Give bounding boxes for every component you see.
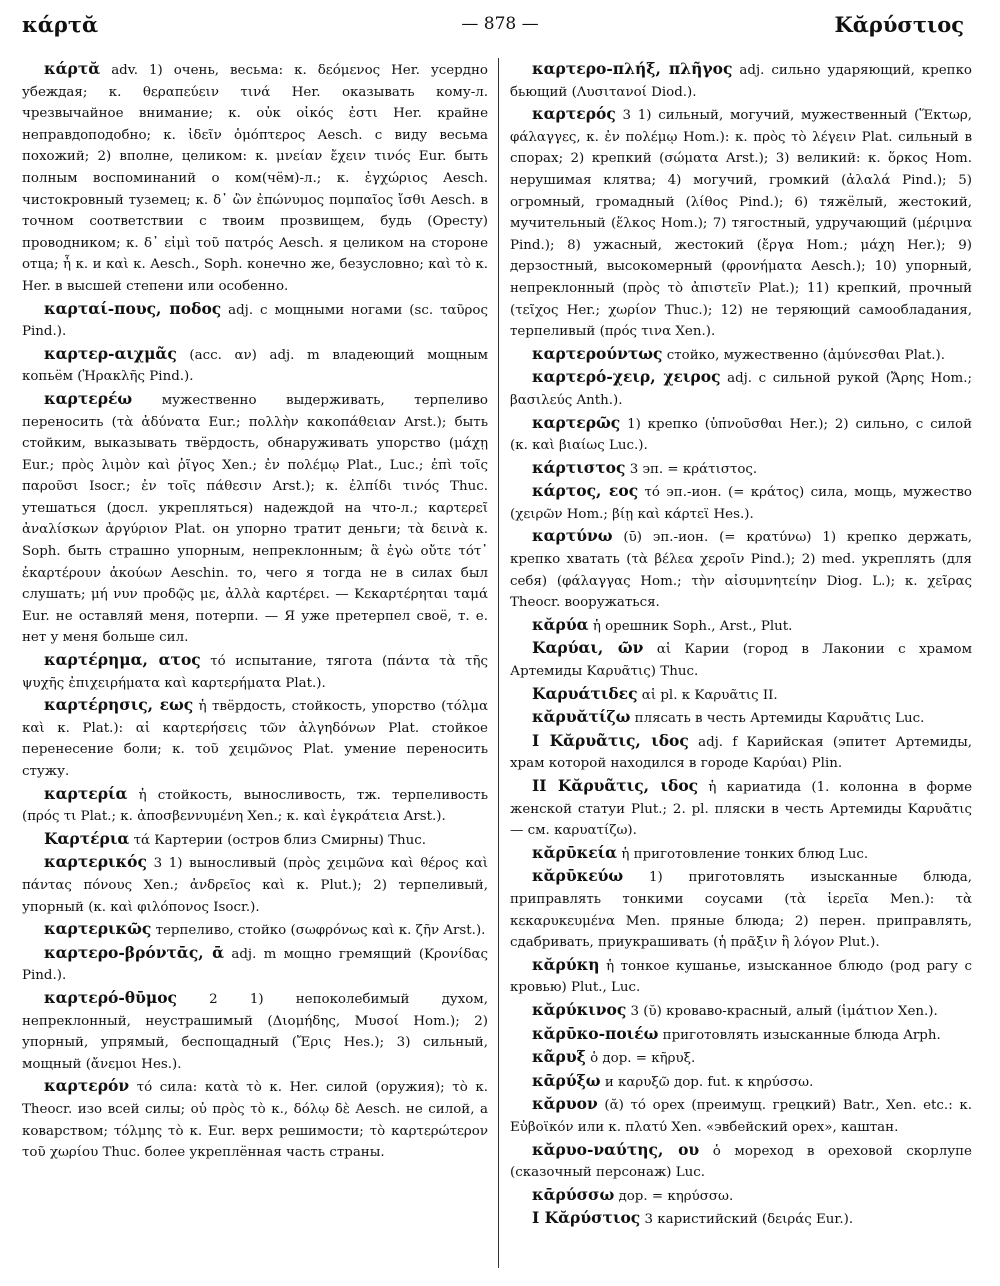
entry-headword: καρτερό-χειρ, χειρος [532, 367, 721, 387]
dictionary-entry [22, 694, 488, 782]
entry-headword: I Κᾰρυᾶτις, ιδος [532, 730, 689, 750]
entry-headword: κᾰρυᾰτίζω [532, 707, 631, 727]
running-head-left: κάρτᾰ [22, 12, 99, 37]
dictionary-entry [510, 706, 972, 730]
dictionary-entry [22, 388, 488, 649]
entry-definition: ὁ дор. = κῆρυξ. [590, 1051, 696, 1067]
entry-definition: мужественно выдерживать, терпеливо переносить (τὰ ἀδύνατα Eur.; πολλὴν κακοπάθειαν Arst.); быть стойким, выказывать твёрдость, обнаруживать упорство (μάχῃ Eur.; πρὸς λιμὸν καὶ ῥῖγος Xen.; ἐν πολέμῳ Plat., Luc.; ἐπὶ τοῖς παροῦσι Isocr.; ἐν τοῖς πάθεσιν Arst.); κ. ἐλπίδι τινός Thuc. утешаться (досл. укрепляться) надеждой на что-л.; καρτερεῖ ἀναλίσκων ἀργύριον Plat. он упорно тратит деньги; τὰ δεινὰ κ. Soph. быть страшно упорным, непреклонным; ἃ ἐγὼ οὔτε τότ᾽ ἐκαρτέρουν ἀκούων Aeschin. то, чего я тогда не в силах был слушать; μή νυν προδῷς με, ἀλλὰ καρτέρει. — Κεκαρτέρηται ταμά Eur. не оставляй меня, потерпи. — Я уже претерпел своё, т. е. нет у меня больше сил. [22, 392, 488, 646]
entry-headword: καρτερόν [44, 1076, 130, 1096]
entry-definition: αἱ Карии (город в Лаконии с храмом Артемиды Καρυᾶτις) Thuc. [510, 642, 972, 680]
entry-headword: Καρτέρια [44, 828, 130, 848]
entry-headword: κᾰρῡκο-ποιέω [532, 1023, 659, 1043]
entry-headword: Καρύαι, ῶν [532, 638, 644, 658]
entry-definition: adj. сильно ударяющий, крепко бьющий (Λυσιτανοί Diod.). [510, 63, 972, 100]
dictionary-entry [510, 1139, 972, 1184]
dictionary-entry [22, 58, 488, 298]
entry-headword: κάρτᾰ [44, 59, 101, 78]
entry-definition: плясать в честь Артемиды Καρυᾶτις Luc. [634, 711, 925, 727]
entry-headword: κᾱρύσσω [532, 1184, 615, 1204]
entry-definition: ἡ кариатида (1. колонна в форме женской статуи Plut.; 2. pl. пляски в честь Артемиды Καρυᾶτις — см. καρυατίζω). [510, 780, 972, 839]
dictionary-entry [510, 1184, 972, 1208]
entry-headword: κᾰρῡκεύω [532, 866, 624, 886]
entry-headword: κᾰρύκινος [532, 999, 627, 1019]
entry-definition: adj. с сильной рукой (Ἄρης Hom.; βασιλεύς Anth.). [510, 371, 972, 408]
entry-definition: τό сила: κατὰ τὸ κ. Her. силой (оружия); τὸ κ. Theocr. изо всей силы; οὐ πρὸς τὸ κ., δόλῳ δὲ Aesch. не силой, а коварством; τόλμης τὸ κ. Eur. верх решимости; τὸ καρτερώτερον τοῦ χωρίου Thuc. более укреплённая часть страны. [22, 1080, 488, 1161]
entry-headword: καρτερο-πλήξ, πλῆγος [532, 59, 733, 78]
entry-definition: adj. f Карийская (эпитет Артемиды, храм которой находился в городе Καρύαι) Plin. [510, 734, 972, 772]
column-divider [498, 58, 499, 1268]
dictionary-entry [22, 851, 488, 918]
entry-definition: ἡ орешник Soph., Arst., Plut. [592, 618, 793, 634]
dictionary-entry [510, 1093, 972, 1138]
dictionary-entry [510, 614, 972, 638]
right-column [510, 58, 972, 1273]
entry-headword: κᾰρυον [532, 1094, 598, 1114]
entry-headword: Καρυάτιδες [532, 683, 638, 703]
entry-headword: καρτερό-θῡμος [44, 987, 177, 1007]
dictionary-entry [510, 103, 972, 343]
dictionary-entry [510, 457, 972, 481]
dictionary-entry [22, 1075, 488, 1163]
entry-headword: καρτερο-βρόντᾱς, ᾱ [44, 942, 225, 962]
entry-headword: καρτερικῶς [44, 919, 152, 939]
entry-headword: καρτύνω [532, 526, 613, 546]
dictionary-entry [510, 865, 972, 953]
entry-definition: ὁ мореход в ореховой скорлупе (сказочный персонаж) Luc. [510, 1143, 972, 1181]
entry-headword: καρτερικός [44, 852, 147, 872]
page-number: — 878 — [461, 14, 539, 34]
dictionary-entry [510, 1207, 972, 1231]
dictionary-entry [22, 828, 488, 852]
entry-definition: (ῡ) эп.-ион. (= κρατύνω) 1) крепко держать, крепко хватать (τὰ βέλεα χεροῖν Pind.); 2) med. укреплять (для себя) (φάλαγγας Hom.; τὴν αἰσυμνητείην Diog. L.); κ. χεῖρας Theocr. вооружаться. [510, 530, 972, 611]
entry-headword: καρταί-πους, ποδος [44, 298, 222, 318]
entry-headword: καρτερός [532, 104, 616, 124]
dictionary-entry [22, 942, 488, 987]
dictionary-entry [510, 58, 972, 103]
dictionary-entry [510, 730, 972, 775]
entry-definition: adv. 1) очень, весьма: κ. δεόμενος Her. усердно убеждая; κ. θεραπεύειν τινά Her. оказывать кому-л. чрезвычайное внимание; κ. οὐκ οἰκός ἐστι Her. крайне неправдоподобно; κ. ἰδεῖν ὁμόπτερος Aesch. с виду весьма похожий; 2) вполне, целиком: κ. μνείαν ἔχειν τινός Eur. быть полным воспоминаний о ком(чём)-л.; κ. ἐγχώριος Aesch. чистокровный туземец; κ. δ᾽ ὢν ἐπώνυμος πομπαῖος ἴσθι Aesch. в точном соответствии с твоим прозвищем, будь (Оресту) проводником; κ. δ᾽ εἰμὶ τοῦ πατρός Aesch. я целиком на стороне отца; ἦ κ. и καὶ κ. Aesch., Soph. конечно же, безусловно; καὶ τὸ κ. Her. в высшей степени или особенно. [22, 63, 488, 294]
entry-definition: (ᾰ) τό орех (преимущ. грецкий) Batr., Xen. etc.: κ. Εὐβοϊκόν или κ. πλατύ Xen. «эвбейский орех», каштан. [510, 1098, 972, 1135]
entry-headword: κᾰρύκη [532, 954, 600, 974]
dictionary-entry [510, 1070, 972, 1094]
dictionary-entry [22, 649, 488, 694]
dictionary-entry [22, 343, 488, 388]
entry-definition: τά Картерии (остров близ Смирны) Thuc. [133, 832, 427, 848]
entry-headword: καρτέρησις, εως [44, 695, 194, 715]
entry-headword: II Κᾰρυᾶτις, ιδος [532, 776, 699, 795]
dictionary-entry [510, 1023, 972, 1047]
entry-headword: καρτερέω [44, 388, 133, 408]
entry-definition: 3 1) сильный, могучий, мужественный (Ἕκτωρ, φάλαγγες, κ. ἐν πολέμῳ Hom.): κ. πρὸς τὸ λέγειν Plat. сильный в спорах; 2) крепкий (σώματα Arst.); 3) великий: κ. ὅρκος Hom. нерушимая клятва; 4) могучий, громкий (ἀλαλά Pind.); 5) огромный, громадный (λίθος Pind.); 6) тяжёлый, жестокий, мучительный (ἕλκος Hom.); 7) тягостный, удручающий (μέριμνα Pind.); 8) ужасный, жестокий (ἔργα Hom.; μάχη Her.); 9) дерзостный, высокомерный (φρονήματα Aesch.); 10) упорный, непреклонный (πρὸς τὸ ἀπιστεῖν Plat.); 11) крепкий, прочный (τεῖχος Her.; χωρίον Thuc.); 12) не теряющий самообладания, терпеливый (πρός τινα Xen.). [510, 108, 972, 340]
dictionary-entry [510, 999, 972, 1023]
dictionary-entry [510, 1046, 972, 1070]
entry-headword: καρτερ-αιχμᾶς [44, 343, 177, 363]
page-header [0, 0, 1000, 48]
entry-headword: I Κᾰρύστιος [532, 1208, 641, 1228]
dictionary-entry [510, 842, 972, 866]
entry-definition: ἡ твёрдость, стойкость, упорство (τόλμα καὶ κ. Plat.): αἱ καρτερήσεις τῶν ἀλγηδόνων Plat. стойкое перенесение боли; κ. τοῦ χειμῶνος Plat. умение переносить стужу. [22, 699, 488, 779]
entry-definition: 1) крепко (ὑπνοῦσθαι Her.); 2) сильно, с силой (κ. καὶ βιαίως Luc.). [510, 416, 972, 454]
entry-definition: ἡ приготовление тонких блюд Luc. [621, 846, 869, 862]
entry-definition: 2 1) непоколебимый духом, непреклонный, неустрашимый (Διομήδης, Μυσοί Hom.); 2) упорный, упрямый, беспощадный (Ἔρις Hes.); 3) сильный, мощный (ἄνεμοι Hes.). [22, 991, 488, 1072]
dictionary-entry [510, 683, 972, 707]
entry-definition: стойко, мужественно (ἀμύνεσθαι Plat.). [666, 347, 946, 363]
entry-definition: αἱ pl. к Καρυᾶτις II. [641, 687, 778, 703]
entry-headword: κάρτος, εος [532, 481, 639, 501]
entry-definition: и καρυξῶ дор. fut. к κηρύσσω. [604, 1074, 814, 1090]
entry-headword: καρτέρημα, ατος [44, 650, 201, 670]
dictionary-entry [510, 366, 972, 411]
dictionary-entry [510, 412, 972, 457]
entry-headword: καρτερία [44, 783, 128, 803]
entry-definition: τό испытание, тягота (πάντα τὰ τῆς ψυχῆς ἐπιχειρήματα καὶ καρτερήματα Plat.). [22, 654, 488, 691]
entry-definition: τό эп.-ион. (= κράτος) сила, мощь, мужество (χειρῶν Hom.; βίῃ καὶ κάρτεϊ Hes.). [510, 485, 972, 522]
entry-definition: дор. = κηρύσσω. [618, 1188, 734, 1204]
entry-definition: (acc. αν) adj. m владеющий мощным копьём (Ἡρακλῆς Pind.). [22, 347, 488, 385]
entry-definition: ἡ стойкость, выносливость, тж. терпеливость (πρός τι Plat.; κ. ἀποσβεννυμένη Xen.; κ. καὶ ἐγκράτεια Arst.). [22, 787, 488, 825]
dictionary-entry [22, 298, 488, 343]
entry-definition: adj. m мощно гремящий (Κρονίδας Pind.). [22, 946, 488, 984]
entry-definition: приготовлять изысканные блюда Arph. [662, 1027, 941, 1043]
entry-definition: 1) приготовлять изысканные блюда, приправлять тонкими соусами (τὰ ἱερεῖα Men.): τὰ κεκαρυκευμένα Men. пряные блюда; 2) перен. приправлять, сдабривать, приукрашивать (ἡ πρᾶξιν ἢ λόγον Plut.). [510, 870, 972, 951]
left-column [22, 58, 488, 1273]
entry-definition: 3 (ῠ) кроваво-красный, алый (ἱμάτιον Xen.). [630, 1003, 938, 1019]
entry-definition: 3 каристийский (δειράς Eur.). [644, 1212, 854, 1228]
entry-definition: adj. с мощными ногами (sc. ταῦρος Pind.). [22, 302, 488, 340]
dictionary-entry [22, 918, 488, 942]
entry-headword: κᾰρυο-ναύτης, ου [532, 1139, 700, 1159]
entry-headword: κᾶρυξ [532, 1047, 586, 1067]
entry-definition: 3 1) выносливый (πρὸς χειμῶνα καὶ θέρος καὶ πάντας πόνους Xen.; ἀνδρεῖος καὶ κ. Plut.); 2) терпеливый, упорный (κ. καὶ φιλόπονος Isocr.). [22, 856, 488, 915]
dictionary-entry [510, 637, 972, 682]
dictionary-entry [510, 343, 972, 367]
entry-definition: терпеливо, стойко (σωφρόνως καὶ κ. ζῆν Arst.). [155, 923, 486, 939]
dictionary-entry [510, 480, 972, 525]
dictionary-entry [22, 783, 488, 828]
dictionary-entry [22, 987, 488, 1075]
entry-headword: καρτερῶς [532, 412, 621, 432]
dictionary-entry [510, 954, 972, 999]
entry-headword: καρτερούντως [532, 343, 663, 363]
entry-definition: ἡ тонкое кушанье, изысканное блюдо (род рагу с кровью) Plut., Luc. [510, 958, 972, 996]
entry-headword: κᾰρῡκεία [532, 842, 618, 862]
entry-definition: 3 эп. = κράτιστος. [629, 461, 758, 477]
entry-headword: κᾰρύα [532, 614, 589, 634]
dictionary-entry [510, 775, 972, 842]
entry-headword: κᾱρύξω [532, 1070, 601, 1090]
dictionary-entry [510, 525, 972, 613]
running-head-right: Κᾰρύστιος [834, 12, 964, 37]
entry-headword: κάρτιστος [532, 457, 626, 477]
